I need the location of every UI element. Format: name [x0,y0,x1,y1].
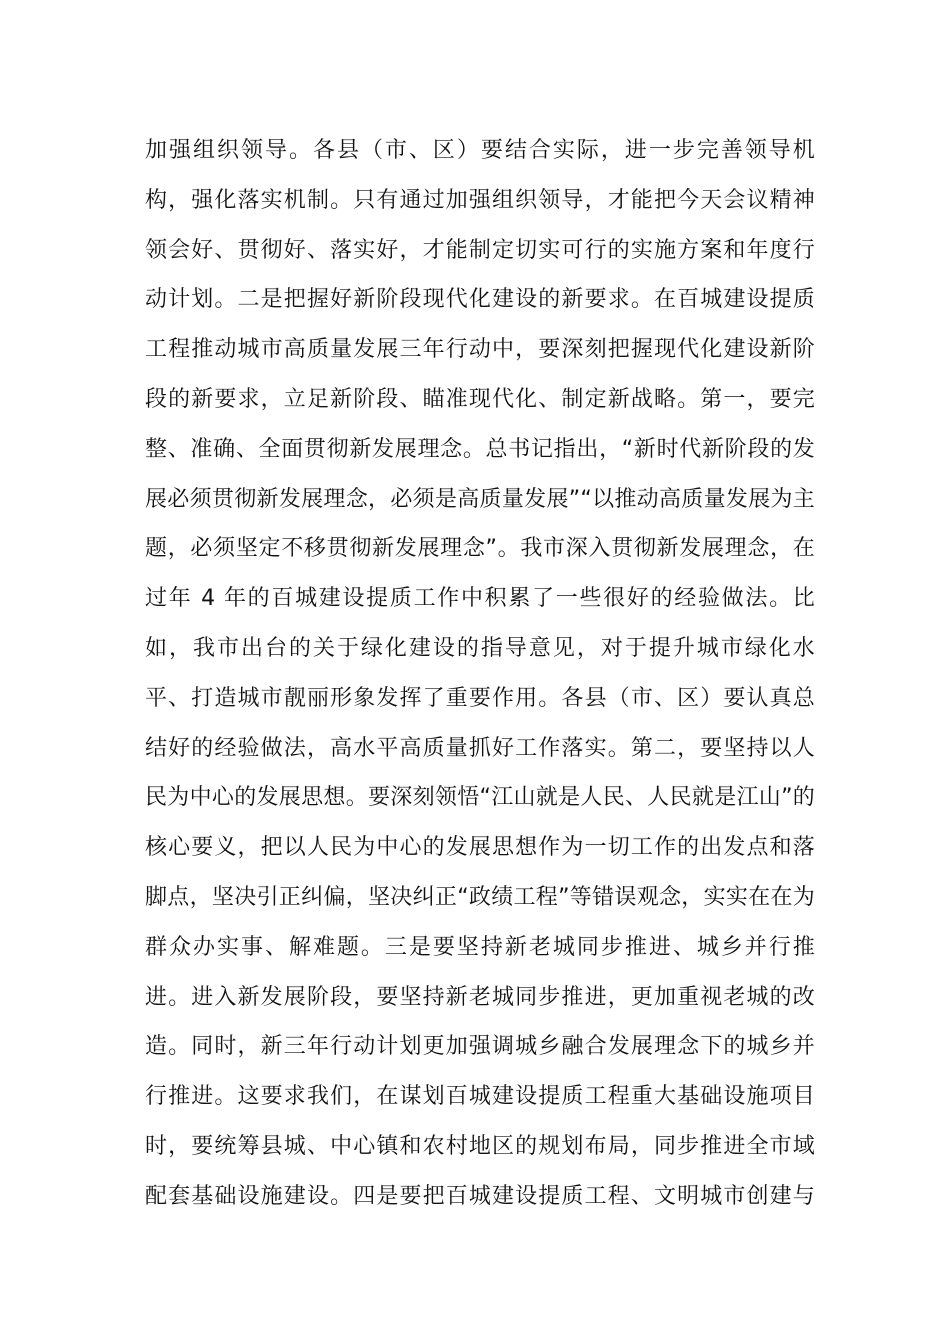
text-line-13: 结好的经验做法，高水平高质量抓好工作落实。第二，要坚持以人 [145,735,815,761]
text-line-2: 构，强化落实机制。只有通过加强组织领导，才能把今天会议精神 [145,187,815,213]
text-line-1: 加强组织领导。各县（市、区）要结合实际，进一步完善领导机 [145,138,815,163]
text-line-10: 过年 4 年的百城建设提质工作中积累了一些很好的经验做法。比 [145,586,815,612]
text-line-19: 造。同时，新三年行动计划更加强调城乡融合发展理念下的城乡并 [145,1034,815,1060]
text-line-12: 平、打造城市靓丽形象发挥了重要作用。各县（市、区）要认真总 [145,685,815,711]
text-line-3: 领会好、贯彻好、落实好，才能制定切实可行的实施方案和年度行 [145,237,815,263]
text-line-4: 动计划。二是把握好新阶段现代化建设的新要求。在百城建设提质 [145,287,815,313]
text-line-5: 工程推动城市高质量发展三年行动中，要深刻把握现代化建设新阶 [145,337,815,363]
text-line-18: 进。进入新发展阶段，要坚持新老城同步推进，更加重视老城的改 [145,984,815,1010]
text-line-21: 时，要统筹县城、中心镇和农村地区的规划布局，同步推进全市域 [145,1133,815,1159]
text-line-9: 题，必须坚定不移贯彻新发展理念”。我市深入贯彻新发展理念，在 [145,536,815,562]
text-line-17: 群众办实事、解难题。三是要坚持新老城同步推进、城乡并行推 [145,934,815,960]
text-line-20: 行推进。这要求我们，在谋划百城建设提质工程重大基础设施项目 [145,1084,815,1110]
text-line-16: 脚点，坚决引正纠偏，坚决纠正“政绩工程”等错误观念，实实在在为 [145,884,815,910]
text-line-14: 民为中心的发展思想。要深刻领悟“江山就是人民、人民就是江山”的 [145,785,815,811]
text-line-6: 段的新要求，立足新阶段、瞄准现代化、制定新战略。第一，要完 [145,386,815,412]
text-line-11: 如，我市出台的关于绿化建设的指导意见，对于提升城市绿化水 [145,635,815,661]
text-line-22: 配套基础设施建设。四是要把百城建设提质工程、文明城市创建与 [145,1183,815,1209]
text-line-15: 核心要义，把以人民为中心的发展思想作为一切工作的出发点和落 [145,835,815,861]
text-line-7: 整、准确、全面贯彻新发展理念。总书记指出，“新时代新阶段的发 [145,436,815,462]
text-line-8: 展必须贯彻新发展理念，必须是高质量发展”“以推动高质量发展为主 [145,486,815,512]
body-paragraph [145,126,815,1222]
